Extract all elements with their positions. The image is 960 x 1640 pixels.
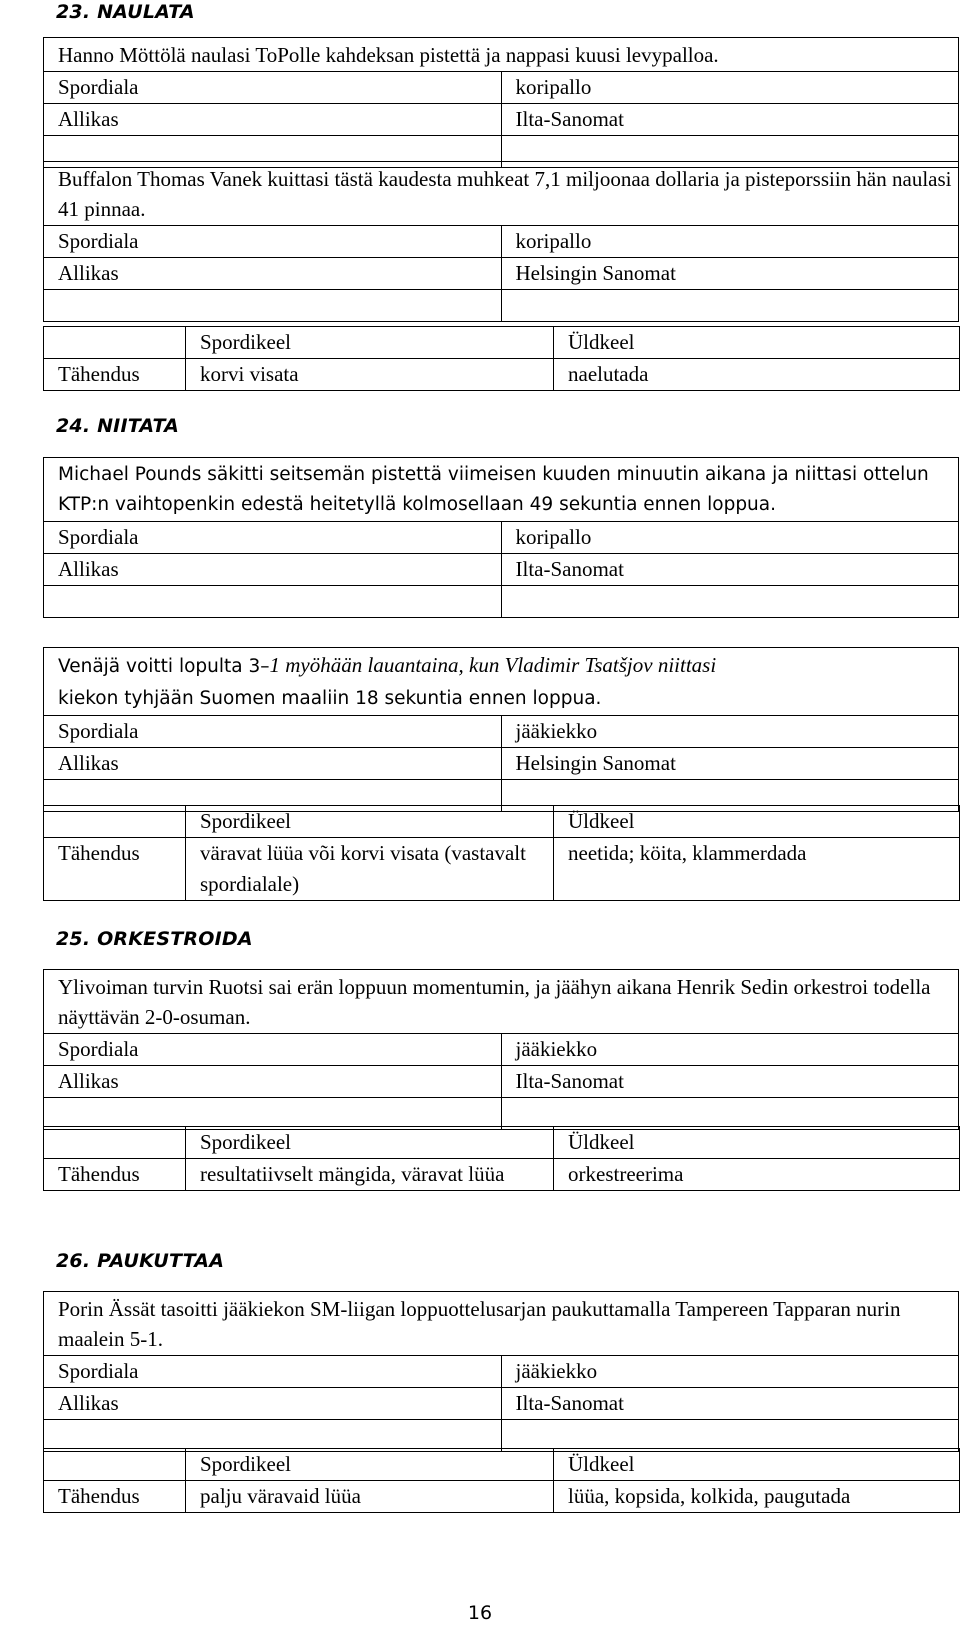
blank-cell <box>44 1127 186 1159</box>
general-term-header: Üldkeel <box>554 1127 960 1159</box>
field-label: Spordiala <box>44 72 502 104</box>
general-term-header: Üldkeel <box>554 1449 960 1481</box>
meaning-table-naulata <box>43 326 960 391</box>
field-value: jääkiekko <box>501 1034 959 1066</box>
field-value: koripallo <box>501 72 959 104</box>
source-label: Allikas <box>44 1388 502 1420</box>
source-value: Ilta-Sanomat <box>501 1066 959 1098</box>
blank-cell <box>44 290 502 322</box>
field-value: jääkiekko <box>501 716 959 748</box>
source-label: Allikas <box>44 1066 502 1098</box>
sport-term-header: Spordikeel <box>186 1449 554 1481</box>
example-table-orkestroida-1 <box>43 969 959 1130</box>
sport-term-header: Spordikeel <box>186 806 554 838</box>
source-value: Ilta-Sanomat <box>501 1388 959 1420</box>
heading-naulata: 23. NAULATA <box>56 1 195 23</box>
sport-meaning: resultatiivselt mängida, väravat lüüa <box>186 1159 554 1191</box>
blank-cell <box>501 586 959 618</box>
source-value: Helsingin Sanomat <box>501 258 959 290</box>
source-label: Allikas <box>44 258 502 290</box>
blank-cell <box>44 1420 502 1452</box>
blank-cell <box>44 806 186 838</box>
field-value: jääkiekko <box>501 1356 959 1388</box>
example-text-part: kiekon tyhjään Suomen maaliin 18 sekuntia ennen loppua. <box>58 688 602 709</box>
example-text-part-italic: 1 myöhään lauantaina, kun Vladimir Tsatšjov niittasi <box>269 653 717 677</box>
meaning-table-orkestroida <box>43 1126 960 1191</box>
source-label: Allikas <box>44 748 502 780</box>
blank-cell <box>44 586 502 618</box>
blank-cell <box>501 290 959 322</box>
meaning-label: Tähendus <box>44 1159 186 1191</box>
heading-orkestroida: 25. ORKESTROIDA <box>56 928 253 950</box>
meaning-label: Tähendus <box>44 838 186 901</box>
source-label: Allikas <box>44 104 502 136</box>
meaning-label: Tähendus <box>44 1481 186 1513</box>
field-label: Spordiala <box>44 522 502 554</box>
general-meaning: orkestreerima <box>554 1159 960 1191</box>
sport-meaning: palju väravaid lüüa <box>186 1481 554 1513</box>
general-term-header: Üldkeel <box>554 806 960 838</box>
example-table-naulata-1 <box>43 37 959 168</box>
blank-cell <box>501 1098 959 1130</box>
heading-paukuttaa: 26. PAUKUTTAA <box>56 1250 225 1272</box>
sport-meaning: korvi visata <box>186 359 554 391</box>
example-text: Buffalon Thomas Vanek kuittasi tästä kaudesta muhkeat 7,1 miljoonaa dollaria ja pisteporssiin hän naulasi 41 pinnaa. <box>44 162 959 226</box>
example-table-niitata-2 <box>43 647 959 812</box>
example-text: Hanno Möttölä naulasi ToPolle kahdeksan pistettä ja nappasi kuusi levypalloa. <box>44 38 959 72</box>
example-text: Porin Ässät tasoitti jääkiekon SM-liigan loppuottelusarjan paukuttamalla Tampereen Tapparan nurin maalein 5-1. <box>44 1292 959 1356</box>
general-meaning: neetida; köita, klammerdada <box>554 838 960 901</box>
example-text: Michael Pounds säkitti seitsemän pistettä viimeisen kuuden minuutin aikana ja niittasi ottelun KTP:n vaihtopenkin edestä heitetyllä kolmosellaan 49 sekuntia ennen loppua. <box>44 458 959 522</box>
meaning-label: Tähendus <box>44 359 186 391</box>
example-table-niitata-1 <box>43 457 959 618</box>
source-value: Helsingin Sanomat <box>501 748 959 780</box>
sport-term-header: Spordikeel <box>186 327 554 359</box>
field-label: Spordiala <box>44 1034 502 1066</box>
source-value: Ilta-Sanomat <box>501 104 959 136</box>
blank-cell <box>44 327 186 359</box>
field-label: Spordiala <box>44 226 502 258</box>
example-table-naulata-2 <box>43 161 959 322</box>
meaning-table-niitata <box>43 805 960 901</box>
example-text-part: Venäjä voitti lopulta 3– <box>58 656 270 677</box>
example-table-paukuttaa-1 <box>43 1291 959 1452</box>
heading-niitata: 24. NIITATA <box>56 415 180 437</box>
field-label: Spordiala <box>44 1356 502 1388</box>
page-number: 16 <box>467 1602 493 1624</box>
blank-cell <box>44 1098 502 1130</box>
general-meaning: naelutada <box>554 359 960 391</box>
sport-meaning: väravat lüüa või korvi visata (vastavalt spordialale) <box>186 838 554 901</box>
source-label: Allikas <box>44 554 502 586</box>
field-label: Spordiala <box>44 716 502 748</box>
blank-cell <box>501 1420 959 1452</box>
source-value: Ilta-Sanomat <box>501 554 959 586</box>
general-term-header: Üldkeel <box>554 327 960 359</box>
blank-cell <box>44 1449 186 1481</box>
meaning-table-paukuttaa <box>43 1448 960 1513</box>
field-value: koripallo <box>501 226 959 258</box>
field-value: koripallo <box>501 522 959 554</box>
example-text <box>44 648 959 716</box>
example-text: Ylivoiman turvin Ruotsi sai erän loppuun momentumin, ja jäähyn aikana Henrik Sedin orkestroi todella näyttävän 2-0-osuman. <box>44 970 959 1034</box>
sport-term-header: Spordikeel <box>186 1127 554 1159</box>
general-meaning: lüüa, kopsida, kolkida, paugutada <box>554 1481 960 1513</box>
